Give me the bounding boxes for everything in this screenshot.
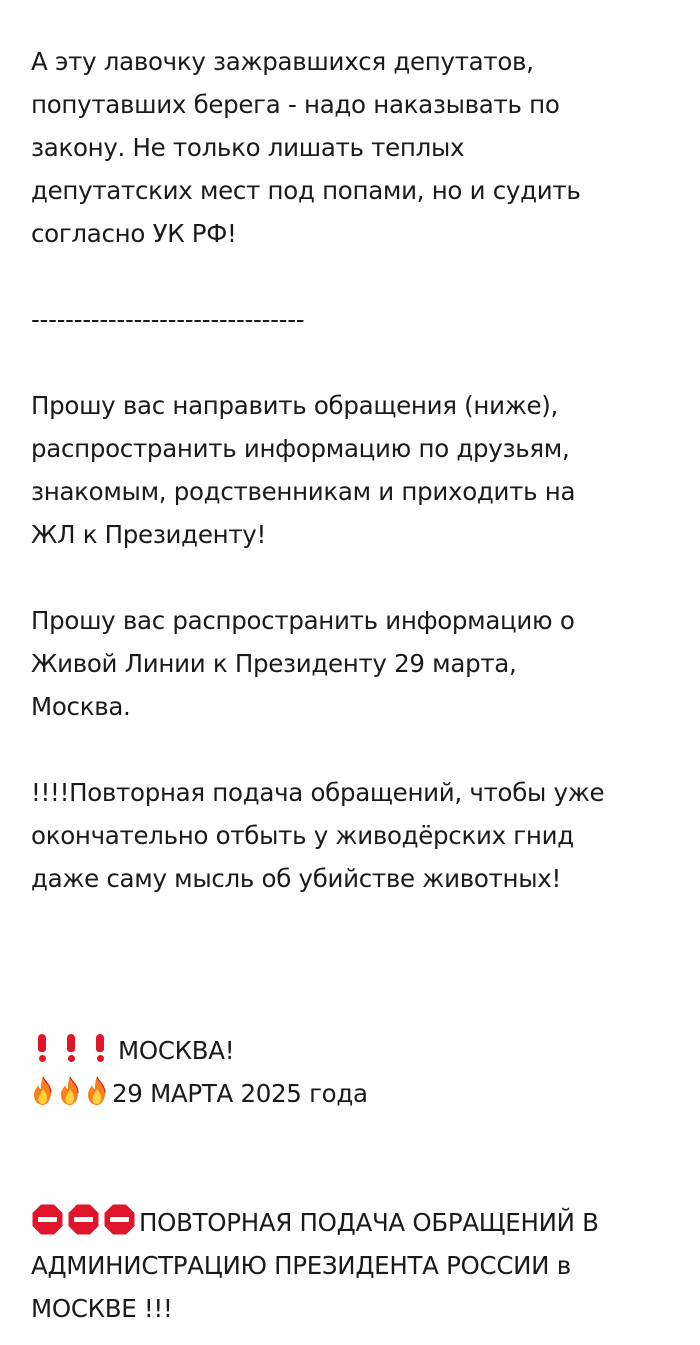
spacer [31,1115,681,1201]
red-exclamation-icon [66,1034,76,1062]
spacer [31,255,681,298]
final-text-2: АДМИНИСТРАЦИЮ ПРЕЗИДЕНТА РОССИИ в [31,1251,571,1280]
fire-icon [31,1076,55,1106]
spacer [31,341,681,384]
stop-sign-icon [67,1203,100,1236]
post-paragraph-3: Прошу вас распространить информацию о Живой Линии к Президенту 29 марта, Москва. [31,606,575,721]
red-exclamation-icon [95,1034,105,1062]
final-text-3: МОСКВЕ !!! [31,1294,173,1323]
date-text: 29 МАРТА 2025 года [112,1079,368,1108]
post-paragraph-2: Прошу вас направить обращения (ниже), распространить информацию по друзьям, знакомым, родственникам и приходить на ЖЛ к Президенту! [31,391,576,549]
stop-sign-icon [103,1203,136,1236]
red-exclamation-icon [37,1034,47,1062]
moscow-line [31,1029,681,1072]
post-paragraph-4: !!!!Повторная подача обращений, чтобы уже окончательно отбыть у живодёрских гнид даже саму мысль об убийстве животных! [31,778,605,893]
spacer [31,900,681,1029]
post-divider: -------------------------------- [31,305,305,334]
final-text-1: ПОВТОРНАЯ ПОДАЧА ОБРАЩЕНИЙ В [139,1208,599,1237]
moscow-text: МОСКВА! [118,1036,235,1065]
spacer [31,728,681,771]
stop-sign-icon [31,1203,64,1236]
post-paragraph-1: А эту лавочку зажравшихся депутатов, попутавших берега - надо наказывать по закону. Не только лишать теплых депутатских мест под попами, но и судить согласно УК РФ! [31,47,581,248]
spacer [31,556,681,599]
final-line-1 [31,1201,681,1244]
fire-icon [85,1076,109,1106]
post-body [31,40,681,1330]
date-line [31,1072,681,1115]
fire-icon [58,1076,82,1106]
